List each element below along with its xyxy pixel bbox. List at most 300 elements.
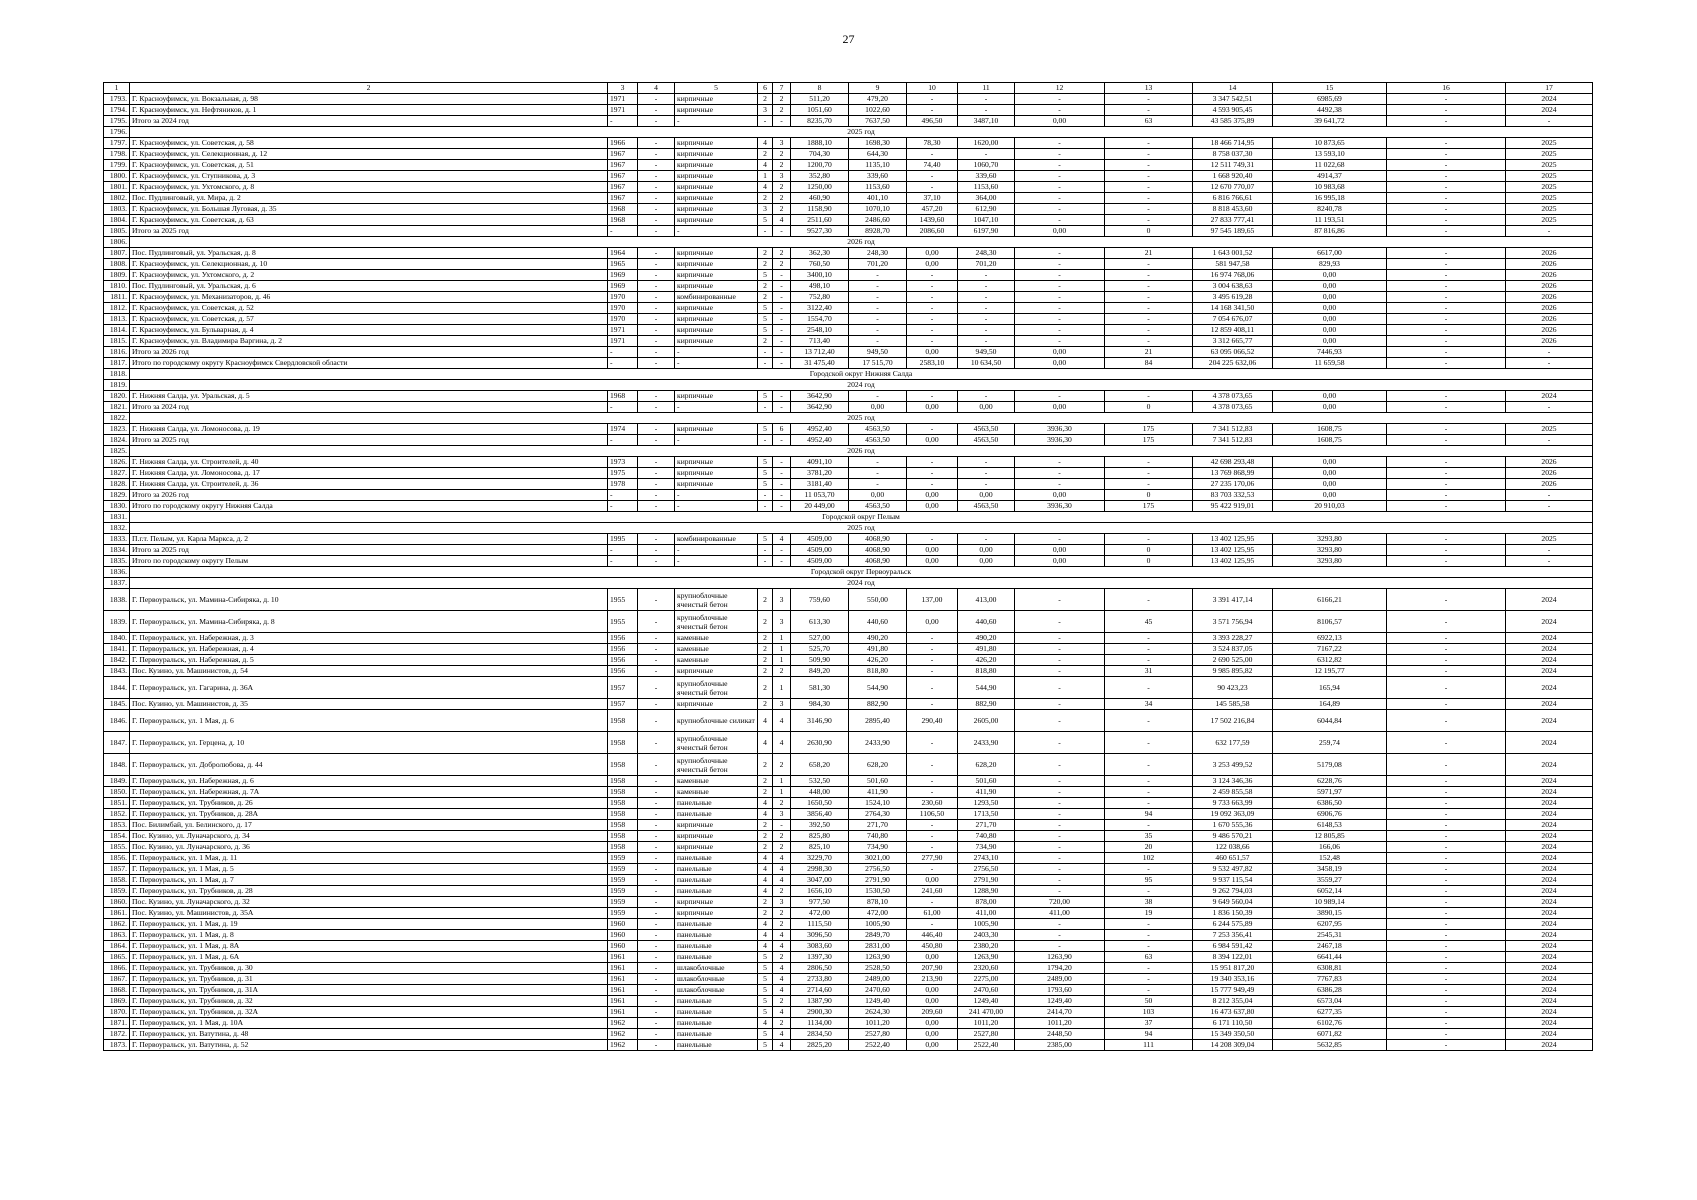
table-cell: -	[638, 490, 675, 501]
table-cell: 15 349 350,50	[1193, 1029, 1273, 1040]
table-cell: каменные	[675, 787, 758, 798]
table-cell: 0,00	[1015, 358, 1105, 369]
table-cell: 818,80	[958, 666, 1015, 677]
table-cell: крупноблочные силикат	[675, 710, 758, 732]
table-cell: -	[1105, 776, 1193, 787]
table-cell: -	[638, 1040, 675, 1051]
table-cell: -	[907, 336, 958, 347]
table-cell: -	[1015, 644, 1105, 655]
table-cell: -	[1387, 644, 1506, 655]
table-cell: 50	[1105, 996, 1193, 1007]
table-cell: 1387,90	[791, 996, 849, 1007]
table-cell: 4	[758, 798, 773, 809]
table-cell: -	[758, 347, 773, 358]
table-cell: 362,30	[791, 248, 849, 259]
table-cell: -	[907, 776, 958, 787]
table-cell: панельные	[675, 1029, 758, 1040]
table-cell: -	[1387, 699, 1506, 710]
table-cell: комбинированные	[675, 292, 758, 303]
table-cell: 2024	[1506, 952, 1593, 963]
table-cell: 21	[1105, 248, 1193, 259]
table-cell: 0,00	[907, 556, 958, 567]
row-number-cell: 1834.	[104, 545, 130, 556]
table-cell: -	[1105, 919, 1193, 930]
table-cell: -	[1015, 732, 1105, 754]
table-cell: 20 449,00	[791, 501, 849, 512]
table-cell: 628,20	[849, 754, 907, 776]
table-cell: 4	[758, 875, 773, 886]
table-cell: 3	[773, 589, 791, 611]
table-cell: 2528,50	[849, 963, 907, 974]
table-cell: 0,00	[907, 1018, 958, 1029]
row-number-cell: 1869.	[104, 996, 130, 1007]
table-cell: -	[1387, 248, 1506, 259]
table-cell: 2522,40	[958, 1040, 1015, 1051]
table-cell: 2024	[1506, 919, 1593, 930]
table-cell: -	[773, 292, 791, 303]
table-cell: 6277,35	[1273, 1007, 1387, 1018]
table-cell: -	[608, 226, 638, 237]
table-cell: Г. Красноуфимск, ул. Вокзальная, д. 98	[130, 94, 608, 105]
table-cell: 4	[758, 930, 773, 941]
table-cell: -	[773, 325, 791, 336]
table-cell: 2	[773, 1018, 791, 1029]
table-cell: 6052,14	[1273, 886, 1387, 897]
table-cell: 12 511 749,31	[1193, 160, 1273, 171]
table-cell: -	[758, 545, 773, 556]
table-cell: Г. Первоуральск, ул. 1 Мая, д. 8	[130, 930, 608, 941]
table-cell: -	[675, 501, 758, 512]
table-cell: -	[1015, 809, 1105, 820]
table-cell: кирпичные	[675, 259, 758, 270]
table-cell: 2024	[1506, 798, 1593, 809]
table-cell: 3487,10	[958, 116, 1015, 127]
table-cell: -	[638, 864, 675, 875]
table-cell: -	[675, 556, 758, 567]
table-cell: кирпичные	[675, 182, 758, 193]
table-cell: 16 473 637,80	[1193, 1007, 1273, 1018]
table-cell: 1962	[608, 1029, 638, 1040]
table-cell: 0,00	[958, 490, 1015, 501]
row-number-cell: 1801.	[104, 182, 130, 193]
table-cell: 4	[773, 1029, 791, 1040]
table-cell: 2	[773, 248, 791, 259]
table-cell: 241,60	[907, 886, 958, 897]
table-cell: -	[849, 391, 907, 402]
table-cell: кирпичные	[675, 897, 758, 908]
table-cell: 4068,90	[849, 545, 907, 556]
table-cell: 0,00	[1273, 303, 1387, 314]
table-cell: -	[1387, 875, 1506, 886]
table-row	[104, 908, 1593, 919]
table-cell: 2	[773, 182, 791, 193]
table-cell: 4	[773, 534, 791, 545]
table-cell: 27 833 777,41	[1193, 215, 1273, 226]
table-cell: 4563,50	[849, 501, 907, 512]
table-cell: -	[958, 149, 1015, 160]
table-cell: -	[1387, 776, 1506, 787]
column-number-cell: 3	[608, 83, 638, 94]
section-row	[104, 127, 1593, 138]
table-cell: -	[1105, 589, 1193, 611]
row-number-cell: 1838.	[104, 589, 130, 611]
table-cell: 2026	[1506, 468, 1593, 479]
table-cell: 5971,97	[1273, 787, 1387, 798]
table-cell: 1973	[608, 457, 638, 468]
table-cell: -	[1105, 336, 1193, 347]
table-cell: 3	[773, 699, 791, 710]
table-cell: 111	[1105, 1040, 1193, 1051]
table-cell: 0,00	[907, 402, 958, 413]
table-cell: 2024	[1506, 853, 1593, 864]
table-cell: 1888,10	[791, 138, 849, 149]
table-cell: кирпичные	[675, 171, 758, 182]
table-cell: -	[638, 303, 675, 314]
table-cell: -	[907, 633, 958, 644]
table-cell: 491,80	[849, 644, 907, 655]
table-cell: 457,20	[907, 204, 958, 215]
table-cell: 1995	[608, 534, 638, 545]
table-cell: кирпичные	[675, 138, 758, 149]
table-cell: -	[1015, 633, 1105, 644]
table-cell: 1955	[608, 611, 638, 633]
table-cell: 1969	[608, 270, 638, 281]
table-cell: -	[1506, 358, 1593, 369]
table-cell: 5	[758, 468, 773, 479]
table-cell: -	[1387, 193, 1506, 204]
table-cell: 2	[758, 666, 773, 677]
table-cell: -	[638, 754, 675, 776]
table-cell: 1968	[608, 204, 638, 215]
table-cell: 544,90	[958, 677, 1015, 699]
table-cell: 2756,50	[849, 864, 907, 875]
row-number-cell: 1831.	[104, 512, 130, 523]
table-cell: 3047,00	[791, 875, 849, 886]
table-cell: 1620,00	[958, 138, 1015, 149]
table-cell: -	[1015, 270, 1105, 281]
table-cell: Г. Нижняя Салда, ул. Уральская, д. 5	[130, 391, 608, 402]
table-row	[104, 105, 1593, 116]
table-cell: Итого за 2025 год	[130, 435, 608, 446]
table-cell: 2024	[1506, 94, 1593, 105]
table-cell: 5	[758, 314, 773, 325]
table-row	[104, 292, 1593, 303]
table-cell: 3 393 228,27	[1193, 633, 1273, 644]
table-cell: 1964	[608, 248, 638, 259]
column-number-cell: 4	[638, 83, 675, 94]
table-cell: -	[907, 281, 958, 292]
table-cell: 2	[773, 842, 791, 853]
table-cell: 401,10	[849, 193, 907, 204]
table-cell: -	[1105, 985, 1193, 996]
table-cell: 6308,81	[1273, 963, 1387, 974]
row-number-cell: 1828.	[104, 479, 130, 490]
table-cell: 882,90	[958, 699, 1015, 710]
table-cell: 339,60	[958, 171, 1015, 182]
table-cell: 2024	[1506, 611, 1593, 633]
table-cell: 818,80	[849, 666, 907, 677]
table-cell: 9 937 115,54	[1193, 875, 1273, 886]
table-cell: 1060,70	[958, 160, 1015, 171]
table-cell: 450,80	[907, 941, 958, 952]
table-cell: 0,00	[1015, 490, 1105, 501]
table-cell: 0,00	[1015, 556, 1105, 567]
table-row	[104, 424, 1593, 435]
table-cell: 5	[758, 952, 773, 963]
table-cell: крупноблочные ячеистый бетон	[675, 611, 758, 633]
table-cell: 2433,90	[849, 732, 907, 754]
table-cell: 878,10	[849, 897, 907, 908]
table-cell: Г. Красноуфимск, ул. Советская, д. 63	[130, 215, 608, 226]
table-cell: 0,00	[1273, 281, 1387, 292]
table-cell: Пос. Пудлинговый, ул. Мира, д. 2	[130, 193, 608, 204]
table-row	[104, 820, 1593, 831]
table-cell: -	[638, 292, 675, 303]
table-cell: -	[849, 479, 907, 490]
table-cell: -	[1506, 116, 1593, 127]
table-cell: 1 670 555,36	[1193, 820, 1273, 831]
table-cell: 658,20	[791, 754, 849, 776]
table-cell: -	[1387, 842, 1506, 853]
table-cell: 6166,21	[1273, 589, 1387, 611]
row-number-cell: 1819.	[104, 380, 130, 391]
table-cell: 175	[1105, 435, 1193, 446]
table-cell: -	[907, 314, 958, 325]
table-row	[104, 787, 1593, 798]
table-cell: -	[773, 270, 791, 281]
table-cell: 2024	[1506, 864, 1593, 875]
table-cell: 13 402 125,95	[1193, 556, 1273, 567]
table-row	[104, 644, 1593, 655]
table-row	[104, 710, 1593, 732]
row-number-cell: 1803.	[104, 204, 130, 215]
table-cell: Г. Первоуральск, ул. Трубников, д. 26	[130, 798, 608, 809]
table-cell: 1970	[608, 292, 638, 303]
table-cell: 1961	[608, 974, 638, 985]
table-cell: -	[1387, 303, 1506, 314]
row-number-cell: 1804.	[104, 215, 130, 226]
table-cell: 3	[773, 897, 791, 908]
table-cell: -	[1015, 182, 1105, 193]
table-cell: -	[638, 677, 675, 699]
row-number-cell: 1845.	[104, 699, 130, 710]
row-number-cell: 1799.	[104, 160, 130, 171]
table-cell: 2024	[1506, 666, 1593, 677]
table-cell: -	[1105, 754, 1193, 776]
table-cell: Г. Первоуральск, ул. Мамина-Сибиряка, д. 8	[130, 611, 608, 633]
table-cell: 4	[758, 710, 773, 732]
table-cell: кирпичные	[675, 314, 758, 325]
table-cell: 2	[758, 897, 773, 908]
table-cell: 37	[1105, 1018, 1193, 1029]
table-cell: 1967	[608, 171, 638, 182]
table-cell: 2026	[1506, 292, 1593, 303]
table-cell: 1969	[608, 281, 638, 292]
table-cell: -	[1387, 1029, 1506, 1040]
table-cell: -	[758, 501, 773, 512]
table-cell: 3122,40	[791, 303, 849, 314]
table-cell: -	[907, 424, 958, 435]
table-cell: 5	[758, 1029, 773, 1040]
table-cell: -	[758, 226, 773, 237]
table-cell: 2026	[1506, 314, 1593, 325]
table-cell: Г. Первоуральск, ул. Набережная, д. 3	[130, 633, 608, 644]
table-cell: Итого за 2025 год	[130, 545, 608, 556]
table-cell: -	[608, 347, 638, 358]
table-cell: каменные	[675, 776, 758, 787]
table-cell: 1967	[608, 160, 638, 171]
table-cell: 1608,75	[1273, 424, 1387, 435]
table-cell: 7 341 512,83	[1193, 424, 1273, 435]
table-cell: -	[1387, 941, 1506, 952]
table-cell: -	[1387, 534, 1506, 545]
table-cell: 448,00	[791, 787, 849, 798]
table-cell: 8235,70	[791, 116, 849, 127]
table-cell: -	[1387, 919, 1506, 930]
table-cell: 2433,90	[958, 732, 1015, 754]
table-cell: -	[907, 897, 958, 908]
table-cell: 2024	[1506, 996, 1593, 1007]
table-cell: 4	[773, 864, 791, 875]
table-cell: 4	[773, 941, 791, 952]
table-cell: 3	[773, 138, 791, 149]
table-cell: -	[1015, 831, 1105, 842]
table-cell: -	[1387, 292, 1506, 303]
table-row	[104, 226, 1593, 237]
table-row	[104, 611, 1593, 633]
section-title-cell: 2025 год	[130, 127, 1593, 138]
table-cell: 581 947,58	[1193, 259, 1273, 270]
table-cell: -	[1387, 1007, 1506, 1018]
table-cell: 2	[773, 886, 791, 897]
table-row	[104, 270, 1593, 281]
table-cell: -	[1387, 677, 1506, 699]
table-cell: 4509,00	[791, 545, 849, 556]
table-cell: 472,00	[849, 908, 907, 919]
table-cell: 4	[773, 732, 791, 754]
table-cell: -	[638, 710, 675, 732]
table-cell: 2	[758, 589, 773, 611]
table-cell: 1974	[608, 424, 638, 435]
column-number-cell: 12	[1015, 83, 1105, 94]
table-cell: -	[907, 919, 958, 930]
column-number-cell: 14	[1193, 83, 1273, 94]
table-cell: -	[1105, 292, 1193, 303]
table-row	[104, 171, 1593, 182]
table-row	[104, 985, 1593, 996]
table-cell: -	[1105, 886, 1193, 897]
table-cell: 1	[773, 677, 791, 699]
table-cell: 1047,10	[958, 215, 1015, 226]
table-row	[104, 391, 1593, 402]
table-cell: 5	[758, 424, 773, 435]
table-cell: 1263,90	[1015, 952, 1105, 963]
table-cell: 6922,13	[1273, 633, 1387, 644]
table-row	[104, 996, 1593, 1007]
table-cell: 6228,76	[1273, 776, 1387, 787]
table-cell: 145 585,58	[1193, 699, 1273, 710]
table-cell: 0,00	[849, 490, 907, 501]
table-cell: 2024	[1506, 875, 1593, 886]
table-cell: 8240,78	[1273, 204, 1387, 215]
table-cell: -	[638, 270, 675, 281]
table-cell: 6 244 575,89	[1193, 919, 1273, 930]
table-cell: -	[638, 182, 675, 193]
table-cell: 4 378 073,65	[1193, 402, 1273, 413]
table-cell: 3	[773, 611, 791, 633]
table-cell: 7167,22	[1273, 644, 1387, 655]
row-number-cell: 1830.	[104, 501, 130, 512]
table-row	[104, 1007, 1593, 1018]
table-cell: панельные	[675, 1007, 758, 1018]
row-number-cell: 1843.	[104, 666, 130, 677]
table-cell: 498,10	[791, 281, 849, 292]
table-cell: 2467,18	[1273, 941, 1387, 952]
table-cell: -	[1105, 468, 1193, 479]
table-cell: -	[1387, 149, 1506, 160]
table-cell: 6102,76	[1273, 1018, 1387, 1029]
table-cell: 882,90	[849, 699, 907, 710]
table-cell: -	[638, 732, 675, 754]
table-cell: 3 124 346,36	[1193, 776, 1273, 787]
table-cell: 1961	[608, 996, 638, 1007]
table-cell: 0,00	[958, 402, 1015, 413]
table-cell: -	[1506, 501, 1593, 512]
table-cell: 152,48	[1273, 853, 1387, 864]
table-cell: 290,40	[907, 710, 958, 732]
table-cell: Г. Первоуральск, ул. 1 Мая, д. 5	[130, 864, 608, 875]
table-cell: -	[907, 820, 958, 831]
table-cell: 8 212 355,04	[1193, 996, 1273, 1007]
table-cell: 1397,30	[791, 952, 849, 963]
table-cell: 1970	[608, 303, 638, 314]
table-cell: 2806,50	[791, 963, 849, 974]
table-cell: -	[1387, 666, 1506, 677]
table-cell: 2414,70	[1015, 1007, 1105, 1018]
table-cell: 3083,60	[791, 941, 849, 952]
table-cell: 12 859 408,11	[1193, 325, 1273, 336]
table-cell: -	[773, 501, 791, 512]
table-cell: 1022,60	[849, 105, 907, 116]
table-cell: 1530,50	[849, 886, 907, 897]
row-number-cell: 1833.	[104, 534, 130, 545]
table-cell: 8928,70	[849, 226, 907, 237]
table-cell: 1967	[608, 193, 638, 204]
table-cell: -	[1105, 325, 1193, 336]
table-cell: -	[1506, 226, 1593, 237]
table-cell: кирпичные	[675, 204, 758, 215]
table-cell: 14 208 309,04	[1193, 1040, 1273, 1051]
table-cell: 38	[1105, 897, 1193, 908]
table-row	[104, 864, 1593, 875]
table-cell: кирпичные	[675, 820, 758, 831]
table-row	[104, 963, 1593, 974]
table-cell: 3 391 417,14	[1193, 589, 1273, 611]
table-cell: -	[1105, 677, 1193, 699]
table-cell: 11 022,68	[1273, 160, 1387, 171]
table-cell: -	[638, 281, 675, 292]
table-cell: 4	[758, 864, 773, 875]
table-cell: -	[907, 666, 958, 677]
table-cell: 1698,30	[849, 138, 907, 149]
table-cell: Г. Первоуральск, ул. Трубников, д. 28А	[130, 809, 608, 820]
table-cell: -	[1506, 347, 1593, 358]
table-cell: -	[1387, 116, 1506, 127]
row-number-cell: 1822.	[104, 413, 130, 424]
row-number-cell: 1808.	[104, 259, 130, 270]
table-cell: 3146,90	[791, 710, 849, 732]
table-cell: 1960	[608, 930, 638, 941]
